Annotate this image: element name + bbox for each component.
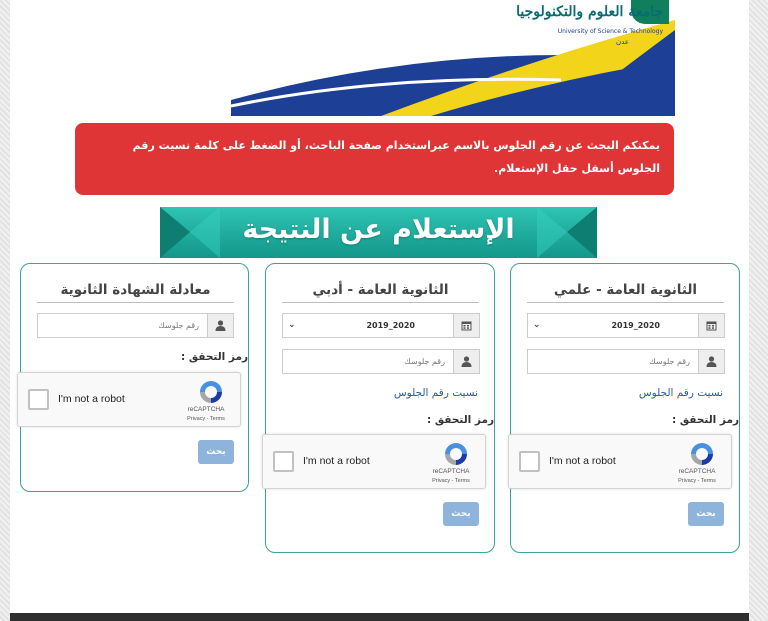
recaptcha-terms-link[interactable]: Privacy - Terms [187,416,225,422]
seat-number-input[interactable]: رقم جلوسك [37,313,207,338]
calendar-icon [698,313,725,338]
page-title-ribbon [160,207,597,258]
footer-bar [10,613,749,621]
search-button[interactable]: بحث [443,502,479,526]
recaptcha-widget [262,434,486,489]
info-alert [75,123,674,195]
logo-arabic-name: جامعة العلوم والتكنولوجيا [516,4,663,20]
search-button[interactable]: بحث [688,502,724,526]
logo-english-name: University of Science & Technology [557,28,663,35]
recaptcha-checkbox[interactable] [28,389,49,410]
recaptcha-brand: reCAPTCHA [187,406,225,413]
page-title: الإستعلام عن النتيجة [242,214,515,245]
recaptcha-brand: reCAPTCHA [432,468,470,475]
captcha-label: رمز التحقق : [426,414,494,426]
forgot-seat-number-link[interactable]: نسيت رقم الجلوس [393,387,478,399]
recaptcha-brand: reCAPTCHA [678,468,716,475]
seat-number-group [37,313,234,338]
recaptcha-widget [17,372,241,427]
card-literary [265,263,495,553]
calendar-icon [453,313,480,338]
recaptcha-terms-link[interactable]: Privacy - Terms [432,478,470,484]
card-title: معادلة الشهادة الثانوية [37,282,234,303]
user-icon [207,313,234,338]
user-icon [698,349,725,374]
forgot-seat-number-link[interactable]: نسيت رقم الجلوس [638,387,723,399]
captcha-label: رمز التحقق : [671,414,739,426]
seat-number-group [527,349,725,374]
year-select-group [527,313,725,338]
seat-number-input[interactable]: رقم جلوسك [527,349,698,374]
recaptcha-text: I'm not a robot [303,455,370,467]
recaptcha-widget [508,434,732,489]
recaptcha-logo-icon [443,441,469,467]
info-alert-text: يمكنكم البحث عن رقم الجلوس بالاسم عبراستخدام صفحة الباحث، أو الضغط على كلمة نسيت رقم الجلوس أسفل حقل الإستعلام. [132,139,660,175]
card-title: الثانوية العامة - علمي [527,282,724,303]
card-equivalency [20,263,249,492]
seat-number-input[interactable]: رقم جلوسك [282,349,453,374]
year-select[interactable] [527,313,698,338]
search-button[interactable]: بحث [198,440,234,464]
recaptcha-logo-icon [689,441,715,467]
recaptcha-text: I'm not a robot [549,455,616,467]
chevron-down-icon: ⌄ [533,320,541,330]
recaptcha-checkbox[interactable] [519,451,540,472]
captcha-label: رمز التحقق : [180,351,248,363]
year-select-group [282,313,480,338]
university-logo [516,0,669,60]
user-icon [453,349,480,374]
university-banner [231,0,675,116]
year-select[interactable] [282,313,453,338]
year-select-value: 2020_2019 [611,321,660,330]
card-scientific [510,263,740,553]
seat-number-group [282,349,480,374]
recaptcha-terms-link[interactable]: Privacy - Terms [678,478,716,484]
year-select-value: 2020_2019 [366,321,415,330]
card-title: الثانوية العامة - أدبي [282,282,479,303]
logo-city: عدن [616,38,629,46]
chevron-down-icon: ⌄ [288,320,296,330]
recaptcha-logo-icon [198,379,224,405]
recaptcha-checkbox[interactable] [273,451,294,472]
recaptcha-text: I'm not a robot [58,393,125,405]
